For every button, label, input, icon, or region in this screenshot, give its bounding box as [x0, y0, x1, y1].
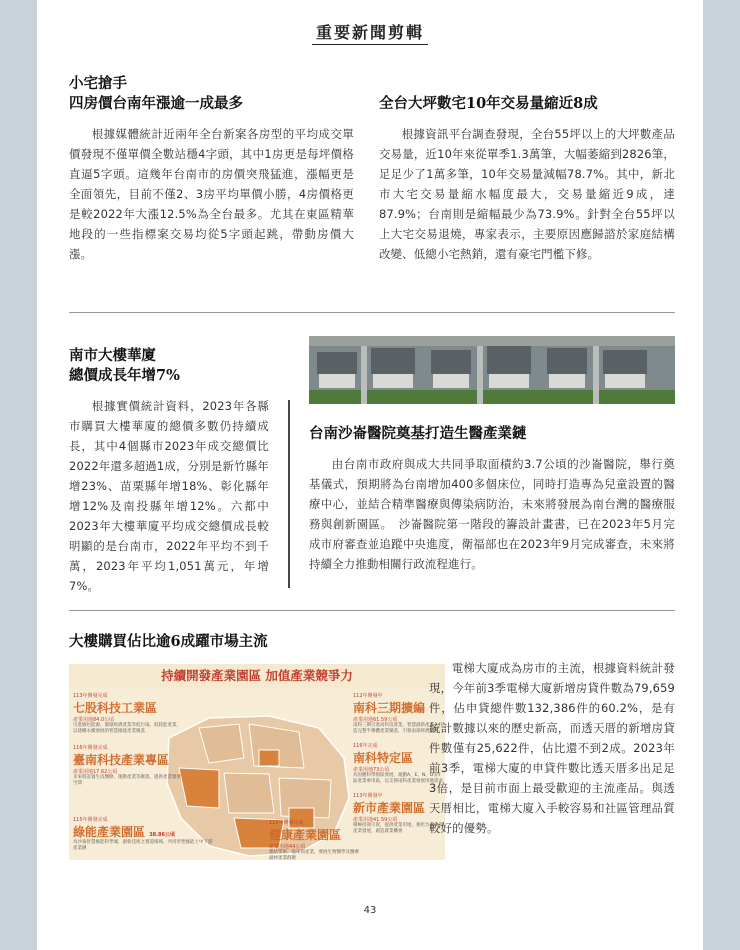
article-title-line2: 總價成長年增7%: [69, 367, 180, 384]
industrial-parks-map: [69, 664, 445, 860]
park-label-green-energy: 115年開發完成 綠能產業園區 38.86公頃 為沙崙智慧綠能科學城，創新技術之實證場域，共同形塑綠能上中下游產業鏈: [73, 817, 213, 851]
article-shalun-hospital: [309, 424, 675, 574]
park-label-health: 115年開發完成 健康產業園區 產業用地44公頃 連結學術、臨床與產業，發展生物醫學及醫療器材產業群聚: [269, 820, 359, 860]
divider: [69, 610, 675, 611]
park-label-nanke-phase3: 112年開發中 南科三期擴編 產業用地61.59公頃 南科三期引進高科技產業，智慧創新產業，打造完整半導體產業聚落，引領南部經濟發展: [353, 693, 443, 734]
article-title-line2: 四房價台南年漲逾一成最多: [69, 95, 243, 112]
article-small-house: [69, 74, 354, 264]
article-body: 根據媒體統計近兩年全台新案各房型的平均成交單價發現不僅單價全數站穩4字頭，其中1房更是每坪價格直逼5字頭。這幾年台南市的房價突飛猛進，漲幅更是全面領先，目前不僅2、3房平均單價小勝，4房價格更是較2022年大漲12.5%為全台最多。尤其在東區精華地段的一些指標案交易均從5字頭起跳，帶動房價大漲。: [69, 127, 354, 261]
page-number: 43: [363, 905, 377, 916]
article-title: 台南沙崙醫院奠基打造生醫產業鏈: [309, 425, 527, 442]
article-large-house: [379, 94, 675, 264]
article-title-line1: 南市大樓華廈: [69, 347, 156, 364]
article-elevator-building-share: [69, 632, 675, 652]
article-tainan-building-price: [69, 346, 269, 596]
park-label-xinshi: 113年開發中 新市產業園區 產業用地41.59公頃 積極招商引資，提供產業用地，強化台南北部產業發展，創造就業機會: [353, 793, 443, 834]
article-title: [69, 346, 269, 386]
article-body: 由台南市政府與成大共同爭取面積約3.7公頃的沙崙醫院，舉行奠基儀式，預期將為台南增加400多個床位，同時打造專為兒童設置的醫療中心，並結合精準醫療與傳染病防治，未來將發展為南台灣的醫療服務與創新園區。 沙崙醫院第一階段的籌設計畫書，已在2023年5月完成市府審查並追蹤中央進度，衛福部也在2023年9月完成審查，未來將持續全力推動相關行政流程進行。: [309, 457, 675, 571]
article-title: 全台大坪數宅10年交易量縮近8成: [379, 95, 598, 112]
page-header: [37, 20, 703, 43]
park-label-nanke-special: 116年完成 南科特定區 產業用地73公頃 為因應科學園區發展，規劃A、E、N、O等7區產業專用區，以支援南科產業發展用地需求: [353, 743, 443, 784]
article-elevator-body-wrap: [429, 658, 675, 838]
article-body: 根據實價統計資料，2023年各縣市購買大樓華廈的總價多數仍持續成長，其中4個縣市2023年成交總價比2022年還多超過1成，分別是新竹縣年增23%、苗栗縣年增18%、彰化縣年增12%及南投縣年增12%。六都中2023年大樓華廈平均成交總價成長較明顯的是台南市，2022年平均不到千萬，2023年平均1,051萬元，年增7%。: [69, 399, 269, 593]
article-title: [69, 74, 354, 114]
article-body: 根據資訊平台調查發現，全台55坪以上的大坪數產品交易量，近10年來從單季1.3萬筆，大幅萎縮到2826筆，足足少了1萬多筆，10年交易量減幅78.7%。其中，新北市大宅交易量縮水幅度最大，交易量縮近9成，達87.9%；台南則是縮幅最少為73.9%。針對全台55坪以上大宅交易退燒，專家表示，主要原因應歸諮於家庭結構改變、低總小宅熱銷，還有豪宅門檻下修。: [379, 127, 675, 261]
article-title: 大樓購買佔比逾6成躍市場主流: [69, 633, 268, 650]
page: [37, 0, 703, 950]
aerial-houses-photo: [309, 336, 675, 404]
header-title: 重要新聞剪輯: [312, 23, 428, 45]
park-label-tainan-tech: 116年開發完成 臺南科技產業專區 產業用地17.62公頃 未來將設置生技醫療、運動產業等聚落，提供產業發展空間: [73, 745, 181, 786]
article-title-line1: 小宅搶手: [69, 75, 127, 92]
map-banner: 持續開發產業園區 加值產業競爭力: [69, 664, 445, 688]
article-body: 電梯大廈成為房市的主流，根據資料統計發現，今年前3季電梯大廈新增房貸件數為79,659件，佔申貸總件數132,386件的60.2%，是有統計數據以來的歷史新高，而透天厝的新增房貸件數僅有25,622件，佔比還不到2成。2023年前3季，電梯大廈的申貸件數比透天厝多出足足3倍，是目前市面上最受歡迎的主流產品。與透天厝相比，電梯大廈入手較容易和社區管理品質較好的優勢。: [429, 661, 675, 835]
park-label-qigu: 113年開發完成 七股科技工業區 產業用地84.0公頃 引進綠色能源、循環經濟產業等低污染、低耗能產業，以建構永續發展的智慧綠能產業聚落: [73, 693, 181, 734]
houses-illustration: [309, 336, 675, 404]
divider: [69, 312, 675, 313]
column-divider: [288, 400, 290, 588]
